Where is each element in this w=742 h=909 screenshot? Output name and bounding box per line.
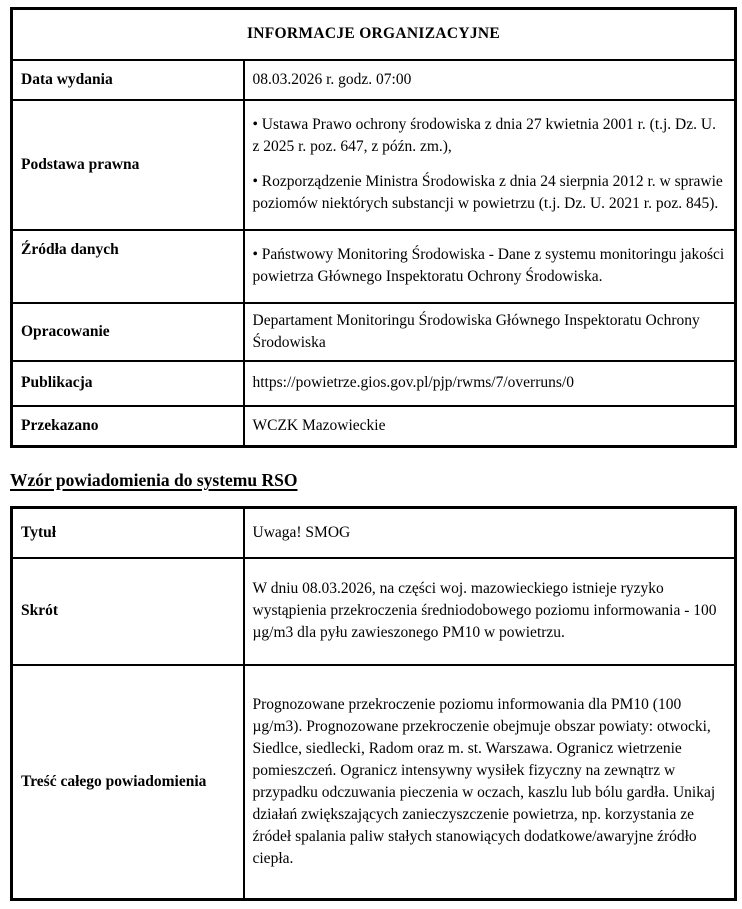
row-label-podstawa-prawna: Podstawa prawna	[12, 100, 244, 230]
org-info-table	[10, 7, 737, 448]
row-label-skrot: Skrót	[12, 558, 244, 665]
row-value-podstawa-prawna	[244, 100, 736, 230]
rso-section-heading: Wzór powiadomienia do systemu RSO	[10, 470, 298, 490]
table-row	[12, 60, 736, 100]
delivered-to: WCZK Mazowieckie	[252, 416, 386, 434]
issue-datetime: 08.03.2026 r. godz. 07:00	[252, 70, 412, 88]
notification-title: Uwaga! SMOG	[252, 523, 351, 541]
row-value-tresc-calego-powiadomienia	[244, 665, 736, 900]
table-row	[12, 665, 736, 900]
row-label-opracowanie: Opracowanie	[12, 303, 244, 361]
legal-basis-item: • Rozporządzenie Ministra Środowiska z dnia 24 sierpnia 2012 r. w sprawie poziomów niektórych substancji w powietrzu (t.j. Dz. U. 2021 r. poz. 845).	[252, 173, 723, 212]
data-source-item: • Państwowy Monitoring Środowiska - Dane z systemu monitoringu jakości powietrza Głównego Inspektoratu Ochrony Środowiska.	[252, 246, 725, 285]
row-label-przekazano: Przekazano	[12, 406, 244, 447]
table-row	[12, 230, 736, 303]
row-label-tresc-calego-powiadomienia: Treść całego powiadomienia	[12, 665, 244, 900]
rso-notification-table	[10, 506, 737, 901]
row-value-skrot	[244, 558, 736, 665]
table-row	[12, 361, 736, 406]
row-value-tytul	[244, 508, 736, 558]
row-value-przekazano	[244, 406, 736, 447]
table-row	[12, 508, 736, 558]
notification-summary: W dniu 08.03.2026, na części woj. mazowieckiego istnieje ryzyko wystąpienia przekroczenia średniodobowego poziomu informowania - 100 µg/m3 dla pyłu zawieszonego PM10 w powietrzu.	[252, 580, 717, 641]
table-row	[12, 100, 736, 230]
org-table-title: INFORMACJE ORGANIZACYJNE	[12, 9, 736, 60]
row-label-zrodla-danych: Źródła danych	[12, 230, 244, 303]
legal-basis-item: • Ustawa Prawo ochrony środowiska z dnia 27 kwietnia 2001 r. (t.j. Dz. U. z 2025 r. poz. 647, z późn. zm.),	[252, 116, 716, 155]
row-value-publikacja	[244, 361, 736, 406]
row-value-opracowanie	[244, 303, 736, 361]
org-table-title-row	[12, 9, 736, 60]
table-row	[12, 406, 736, 447]
row-value-data-wydania	[244, 60, 736, 100]
row-label-publikacja: Publikacja	[12, 361, 244, 406]
table-row	[12, 558, 736, 665]
row-label-data-wydania: Data wydania	[12, 60, 244, 100]
row-value-zrodla-danych	[244, 230, 736, 303]
notification-full-text: Prognozowane przekroczenie poziomu informowania dla PM10 (100 µg/m3). Prognozowane przekroczenie obejmuje obszar powiaty: otwocki, Siedlce, siedlecki, Radom oraz m. st. Warszawa. Ogranicz wietrzenie pomieszczeń. Ogranicz intensywny wysiłek fizyczny na zewnątrz w przypadku odczuwania pieczenia w oczach, kaszlu lub bólu gardła. Unikaj działań zwiększających zanieczyszczenie powietrza, np. korzystania ze źródeł spalania paliw stałych stanowiących dodatkowe/awaryjne źródło ciepła.	[252, 695, 716, 867]
prepared-by: Departament Monitoringu Środowiska Głównego Inspektoratu Ochrony Środowiska	[252, 311, 700, 351]
table-row	[12, 303, 736, 361]
row-label-tytul: Tytuł	[12, 508, 244, 558]
publication-url: https://powietrze.gios.gov.pl/pjp/rwms/7/overruns/0	[252, 374, 574, 391]
